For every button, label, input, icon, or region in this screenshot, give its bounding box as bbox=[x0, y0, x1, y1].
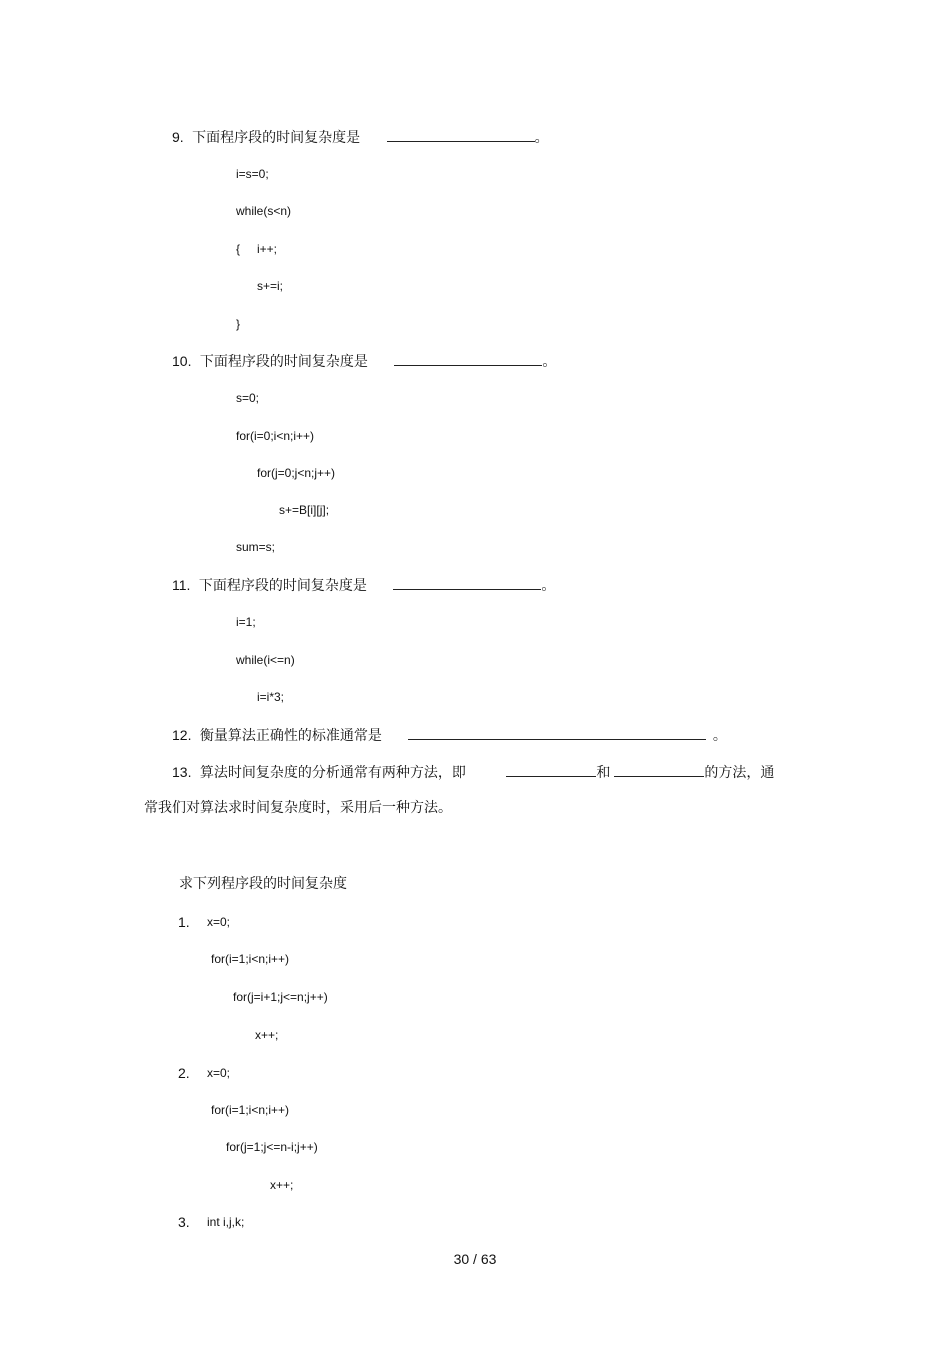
question-13-continuation: 常我们对算法求时间复杂度时，采用后一种方法。 bbox=[144, 800, 452, 816]
code-line: for(j=i+1;j<=n;j++) bbox=[233, 990, 328, 1004]
answer-blank bbox=[393, 576, 541, 590]
code-line: i=s=0; bbox=[236, 167, 269, 181]
answer-blank bbox=[387, 128, 535, 142]
answer-blank bbox=[506, 763, 596, 777]
question-number: 13. bbox=[172, 764, 192, 780]
page-number: 30 / 63 bbox=[453, 1251, 497, 1267]
question-12 bbox=[172, 725, 727, 746]
problem-number: 1. bbox=[178, 914, 190, 930]
code-line: x++; bbox=[270, 1178, 294, 1192]
code-line: while(s<n) bbox=[236, 204, 292, 218]
question-end: 。 bbox=[534, 130, 549, 146]
question-number: 10. bbox=[172, 353, 192, 369]
question-text: 算法时间复杂度的分析通常有两种方法，即 bbox=[199, 765, 466, 781]
code-line: s=0; bbox=[236, 391, 260, 405]
problem-number: 3. bbox=[178, 1214, 190, 1230]
code-line: s+=B[i][j]; bbox=[279, 503, 330, 517]
section-title: 求下列程序段的时间复杂度 bbox=[179, 876, 347, 892]
question-text: 下面程序段的时间复杂度是 bbox=[192, 130, 361, 146]
answer-blank bbox=[408, 726, 706, 740]
code-line: for(i=1;i<n;i++) bbox=[211, 952, 290, 966]
code-line: for(j=1;j<=n-i;j++) bbox=[226, 1140, 318, 1154]
code-line: for(i=1;i<n;i++) bbox=[211, 1103, 290, 1117]
code-line: } bbox=[236, 317, 241, 331]
question-number: 11. bbox=[172, 577, 191, 593]
code-line: x=0; bbox=[207, 1066, 231, 1080]
problem-number: 2. bbox=[178, 1065, 190, 1081]
code-line: i++; bbox=[257, 242, 278, 256]
question-number: 9. bbox=[172, 129, 184, 145]
question-end: 。 bbox=[541, 578, 556, 594]
question-10 bbox=[172, 351, 556, 372]
code-line: while(i<=n) bbox=[236, 653, 295, 667]
question-end: 。 bbox=[712, 728, 727, 744]
answer-blank bbox=[394, 352, 542, 366]
question-end: 的方法，通 bbox=[704, 765, 775, 781]
question-end: 。 bbox=[542, 354, 557, 370]
code-line: i=1; bbox=[236, 615, 256, 629]
code-line: s+=i; bbox=[257, 279, 284, 293]
question-9 bbox=[172, 127, 549, 148]
question-mid: 和 bbox=[596, 765, 611, 781]
code-line: sum=s; bbox=[236, 540, 276, 554]
question-text: 衡量算法正确性的标准通常是 bbox=[199, 728, 382, 744]
code-line: int i,j,k; bbox=[207, 1215, 245, 1229]
question-text: 下面程序段的时间复杂度是 bbox=[199, 354, 368, 370]
code-line: { bbox=[236, 242, 241, 256]
code-line: for(j=0;j<n;j++) bbox=[257, 466, 336, 480]
code-line: for(i=0;i<n;i++) bbox=[236, 429, 315, 443]
code-line: x++; bbox=[255, 1028, 279, 1042]
question-text: 下面程序段的时间复杂度是 bbox=[198, 578, 367, 594]
code-line: x=0; bbox=[207, 915, 231, 929]
code-line: i=i*3; bbox=[257, 690, 285, 704]
answer-blank bbox=[614, 763, 704, 777]
question-13 bbox=[172, 762, 774, 783]
question-number: 12. bbox=[172, 727, 192, 743]
question-11 bbox=[172, 575, 555, 596]
